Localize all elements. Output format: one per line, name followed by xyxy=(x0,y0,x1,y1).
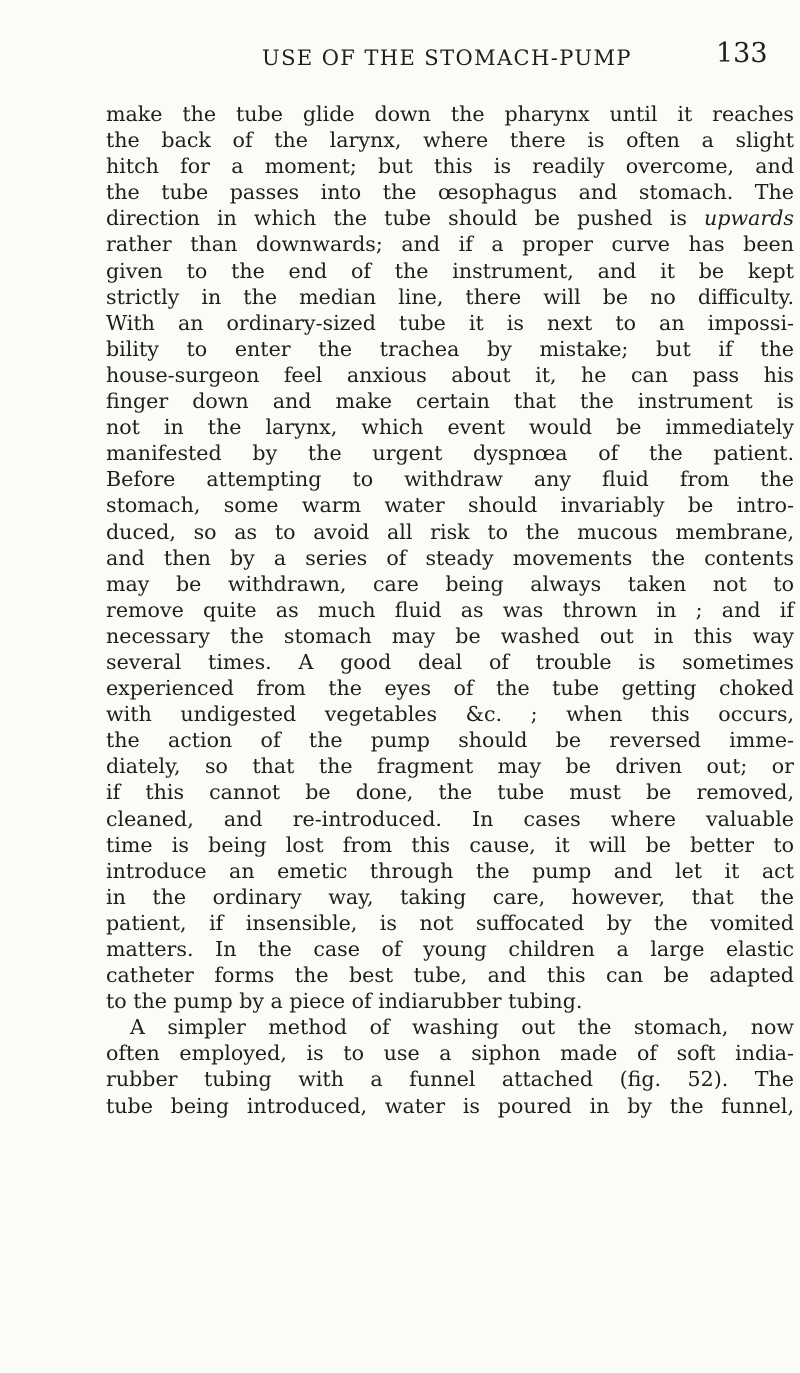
text-line: catheter forms the best tube, and this can be adapted xyxy=(106,963,794,988)
emphasis-upwards: upwards xyxy=(704,206,794,231)
text-line: duced, so as to avoid all risk to the mucous membrane, xyxy=(106,519,794,544)
text-line: and then by a series of steady movements the contents xyxy=(106,545,794,570)
text-line: Before attempting to withdraw any fluid from the xyxy=(106,467,794,492)
text-line: strictly in the median line, there will be no difficulty. xyxy=(106,284,794,309)
paragraph-start-line: A simpler method of washing out the stomach, now xyxy=(130,1015,794,1040)
text-line: cleaned, and re-introduced. In cases where valuable xyxy=(106,806,794,831)
text-line: given to the end of the instrument, and it be kept xyxy=(106,258,794,283)
text-line xyxy=(106,205,794,231)
text-run: direction in which the tube should be pushed is xyxy=(106,206,705,231)
text-line: if this cannot be done, the tube must be removed, xyxy=(106,780,794,805)
text-line: house-surgeon feel anxious about it, he can pass his xyxy=(106,362,794,387)
text-line: tube being introduced, water is poured in by the funnel, xyxy=(106,1093,794,1118)
paragraph-end-line: to the pump by a piece of indiarubber tubing. xyxy=(106,989,583,1014)
text-line: matters. In the case of young children a large elastic xyxy=(106,937,794,961)
text-line: patient, if insensible, is not suffocated by the vomited xyxy=(106,910,794,935)
text-line: hitch for a moment; but this is readily overcome, and xyxy=(106,154,794,179)
text-line: often employed, is to use a siphon made of soft india- xyxy=(106,1041,794,1066)
text-line: the back of the larynx, where there is often a slight xyxy=(106,128,794,153)
text-line: manifested by the urgent dyspnœa of the patient. xyxy=(106,441,794,466)
text-line: time is being lost from this cause, it will be better to xyxy=(106,832,794,857)
text-line: the action of the pump should be reversed imme- xyxy=(106,728,794,753)
text-line: may be withdrawn, care being always taken not to xyxy=(106,571,794,596)
text-line: rubber tubing with a funnel attached (fig. 52). The xyxy=(106,1067,794,1092)
text-line: several times. A good deal of trouble is sometimes xyxy=(106,649,794,674)
text-line: remove quite as much fluid as was thrown in ; and if xyxy=(106,597,794,622)
text-line: bility to enter the trachea by mistake; but if the xyxy=(106,336,794,361)
text-line: with undigested vegetables &c. ; when this occurs, xyxy=(106,702,794,727)
text-line: With an ordinary-sized tube it is next to an impossi- xyxy=(106,310,794,335)
body-text xyxy=(106,101,794,1119)
text-line: make the tube glide down the pharynx until it reaches xyxy=(106,102,794,126)
text-line: experienced from the eyes of the tube getting choked xyxy=(106,676,794,701)
text-line: stomach, some warm water should invariably be intro- xyxy=(106,493,794,518)
text-line: necessary the stomach may be washed out in this way xyxy=(106,623,794,648)
text-line: rather than downwards; and if a proper curve has been xyxy=(106,232,794,257)
text-line: the tube passes into the œsophagus and stomach. The xyxy=(106,180,794,205)
text-line: not in the larynx, which event would be immediately xyxy=(106,415,794,440)
text-line: finger down and make certain that the instrument is xyxy=(106,389,794,414)
text-line: in the ordinary way, taking care, however, that the xyxy=(106,884,794,909)
text-line: diately, so that the fragment may be driven out; or xyxy=(106,754,794,779)
text-line: introduce an emetic through the pump and let it act xyxy=(106,858,794,883)
running-head: USE OF THE STOMACH-PUMP xyxy=(262,46,632,70)
page-number: 133 xyxy=(716,38,768,69)
